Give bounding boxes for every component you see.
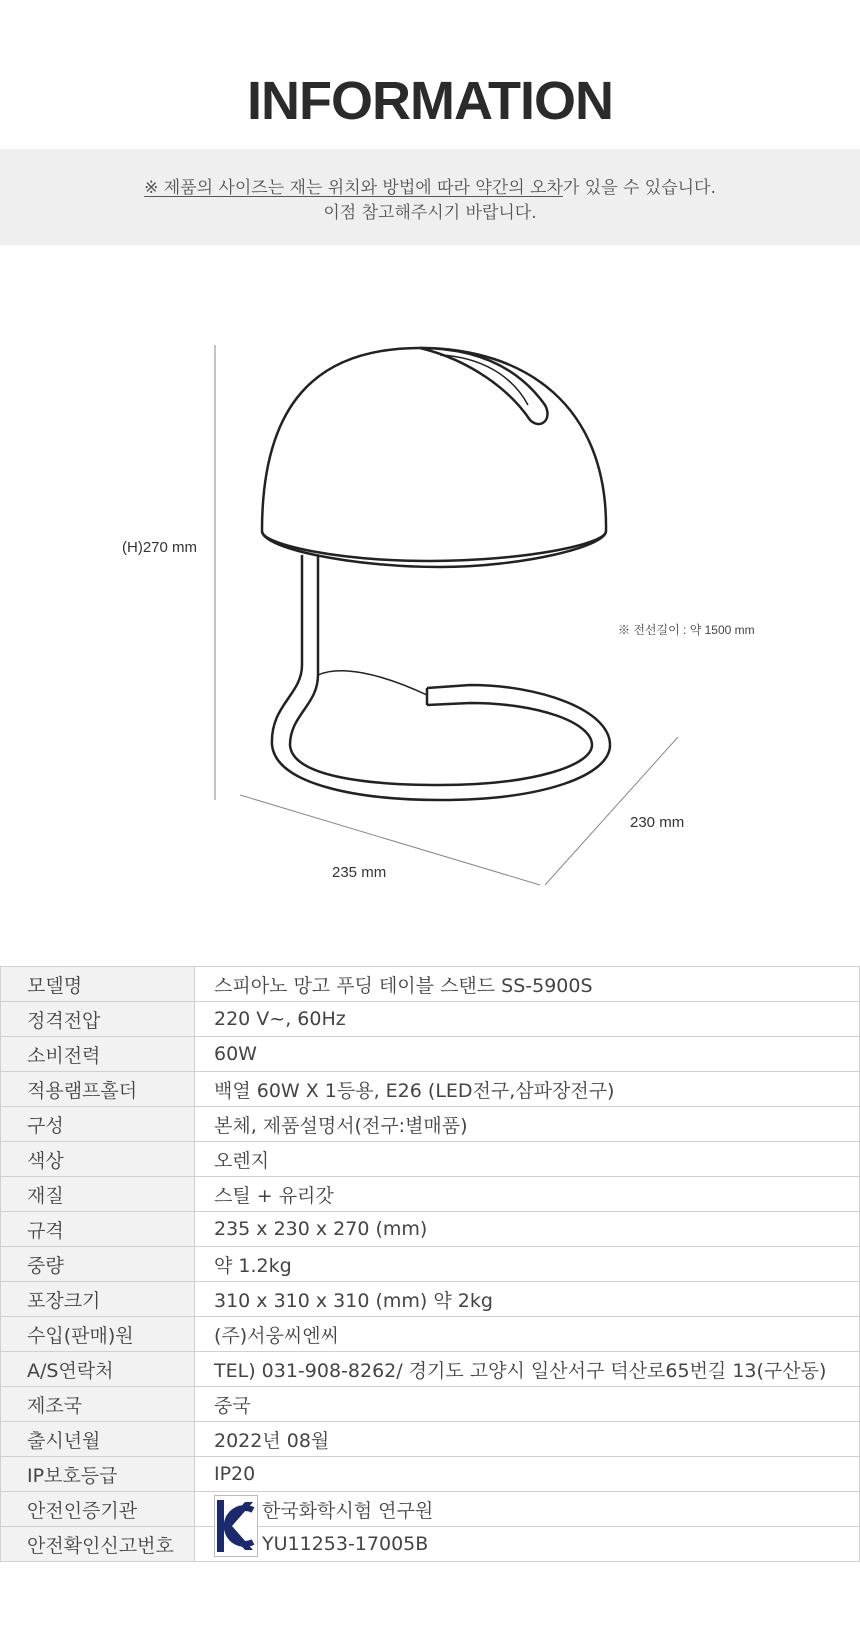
spec-label: 중량 (1, 1247, 195, 1282)
spec-label: 모델명 (1, 967, 195, 1002)
notice-line-1 (0, 173, 860, 198)
spec-label: A/S연락처 (1, 1352, 195, 1387)
spec-value: 310 x 310 x 310 (mm) 약 2kg (195, 1282, 860, 1317)
spec-table-body (1, 967, 860, 1492)
spec-value: 60W (195, 1037, 860, 1072)
spec-value: IP20 (195, 1457, 860, 1492)
table-row (1, 1107, 860, 1142)
spec-value: 백열 60W X 1등용, E26 (LED전구,삼파장전구) (195, 1072, 860, 1107)
table-row (1, 1002, 860, 1037)
spec-label: 포장크기 (1, 1282, 195, 1317)
cord-length-note: ※ 전선길이 : 약 1500 mm (618, 623, 755, 637)
spec-label: 구성 (1, 1107, 195, 1142)
spec-value: 2022년 08월 (195, 1422, 860, 1457)
spec-value: 약 1.2kg (195, 1247, 860, 1282)
table-row (1, 1282, 860, 1317)
table-row (1, 1247, 860, 1282)
spec-label: 출시년월 (1, 1422, 195, 1457)
table-row (1, 1422, 860, 1457)
depth-label: 230 mm (630, 814, 685, 831)
table-row (1, 1457, 860, 1492)
spec-value: 스피아노 망고 푸딩 테이블 스탠드 SS-5900S (195, 967, 860, 1002)
spec-value: 220 V~, 60Hz (195, 1002, 860, 1037)
spec-value: 오렌지 (195, 1142, 860, 1177)
spec-label: 제조국 (1, 1387, 195, 1422)
table-row (1, 1492, 860, 1527)
product-dimension-diagram (0, 245, 860, 935)
spec-value: (주)서웅씨엔씨 (195, 1317, 860, 1352)
page-title: INFORMATION (247, 71, 613, 131)
notice-line-2: 이점 참고해주시기 바랍니다. (323, 203, 537, 223)
spec-label: 규격 (1, 1212, 195, 1247)
spec-label: 색상 (1, 1142, 195, 1177)
cert-number-value: YU11253-17005B (262, 1533, 429, 1555)
table-row (1, 1212, 860, 1247)
height-label: (H)270 mm (122, 539, 198, 556)
spec-value: 본체, 제품설명서(전구:별매품) (195, 1107, 860, 1142)
spec-value: 235 x 230 x 270 (mm) (195, 1212, 860, 1247)
table-row (1, 1352, 860, 1387)
spec-value (195, 1492, 860, 1527)
width-dimension-line (240, 795, 540, 885)
spec-value: TEL) 031-908-8262/ 경기도 고양시 일산서구 덕산로65번길 13(구산동) (195, 1352, 860, 1387)
spec-value: 중국 (195, 1387, 860, 1422)
lamp-stand (272, 555, 610, 800)
spec-label: 재질 (1, 1177, 195, 1212)
table-row (1, 967, 860, 1002)
table-row (1, 1072, 860, 1107)
table-row (1, 1317, 860, 1352)
lamp-shade (262, 348, 606, 567)
spec-label: 수입(판매)원 (1, 1317, 195, 1352)
spec-label: 안전확인신고번호 (1, 1527, 195, 1562)
spec-label: 적용램프홀더 (1, 1072, 195, 1107)
table-row (1, 1142, 860, 1177)
certification-rows (1, 1492, 860, 1562)
spec-value (195, 1527, 860, 1562)
table-row (1, 1387, 860, 1422)
table-row (1, 1037, 860, 1072)
spec-label: 소비전력 (1, 1037, 195, 1072)
notice-rest-text: 가 있을 수 있습니다. (562, 178, 716, 198)
notice-underlined-text: ※ 제품의 사이즈는 재는 위치와 방법에 따라 약간의 오차 (144, 178, 563, 198)
size-notice (0, 149, 860, 245)
spec-value: 스틸 + 유리갓 (195, 1177, 860, 1212)
depth-dimension-line (545, 737, 678, 885)
kc-mark-icon (214, 1495, 258, 1557)
spec-table (0, 966, 860, 1562)
table-row (1, 1177, 860, 1212)
spec-label: IP보호등급 (1, 1457, 195, 1492)
spec-label: 정격전압 (1, 1002, 195, 1037)
spec-label: 안전인증기관 (1, 1492, 195, 1527)
table-row (1, 1527, 860, 1562)
width-label: 235 mm (332, 864, 387, 881)
cert-agency-value: 한국화학시험 연구원 (262, 1499, 434, 1522)
